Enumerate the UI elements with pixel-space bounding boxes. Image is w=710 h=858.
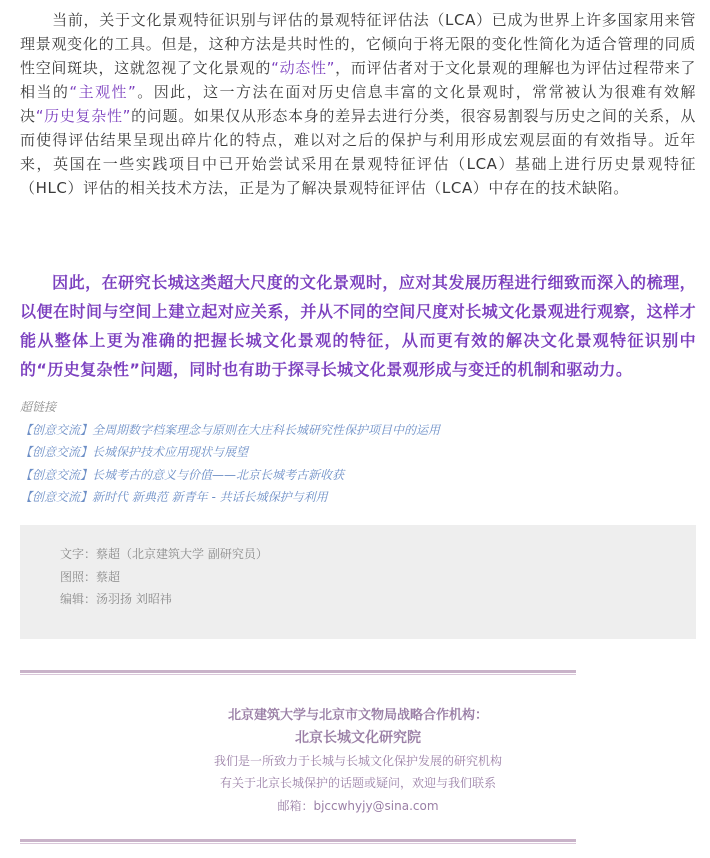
- related-link-1[interactable]: [20, 419, 696, 442]
- hyperlinks-section: [20, 396, 696, 509]
- related-link-3[interactable]: [20, 464, 696, 487]
- footer-contact-note: 有关于北京长城保护的话题或疑问，欢迎与我们联系: [219, 776, 496, 790]
- divider-bottom: [20, 839, 576, 843]
- p2-text: 因此，在研究长城这类超大尺度的文化景观时，应对其发展历程进行细致而深入的梳理，以便在时间与空间上建立起对应关系，并从不同的空间尺度对长城文化景观进行观察，这样才能从整体上更为准确的把握长城文化景观的特征，从而更有效的解决文化景观特征识别中的“历史复杂性”问题，同时也有助于探寻长城文化景观形成与变迁的机制和驱动力。: [20, 273, 696, 379]
- link-text: 长城考古的意义与价值——北京长城考古新收获: [92, 467, 345, 482]
- related-link-4[interactable]: [20, 486, 696, 509]
- link-text: 长城保护技术应用现状与展望: [92, 445, 249, 459]
- footer-institute-name: 北京长城文化研究院: [295, 730, 421, 746]
- divider-top: [20, 670, 576, 674]
- link-text: 全周期数字档案理念与原则在大庄科长城研究性保护项目中的运用: [92, 422, 441, 437]
- footer-description: 我们是一所致力于长城与长城文化保护发展的研究机构: [213, 754, 502, 768]
- highlight-historical-complexity: “历史复杂性”: [35, 107, 132, 125]
- highlight-dynamic: “动态性”: [271, 59, 336, 77]
- footer-org-line: 北京建筑大学与北京市文物局战略合作机构：: [227, 708, 488, 723]
- link-tag: 【创意交流】: [20, 445, 93, 459]
- article-paragraph-1: [20, 8, 696, 200]
- link-tag: 【创意交流】: [20, 490, 93, 504]
- highlight-subjective: “主观性”: [69, 83, 137, 101]
- footer: [20, 705, 696, 818]
- credits-box: [20, 525, 696, 639]
- credit-editors: 编辑：汤羽扬 刘昭祎: [60, 592, 172, 606]
- link-tag: 【创意交流】: [20, 467, 93, 482]
- footer-email[interactable]: 邮箱：bjccwhyjy@sina.com: [277, 799, 439, 813]
- p1-text-b: ，而评估者对于文化景观的理解也为评估过程带来了相当的: [20, 59, 696, 101]
- p1-text-c: 。因此，这一方法在面对历史信息丰富的文化景观时，常常被认为很难有效解决: [20, 83, 696, 125]
- related-link-2[interactable]: [20, 441, 696, 464]
- p1-text-d: 的问题。如果仅从形态本身的差异去进行分类，很容易割裂与历史之间的关系，从而使得评估结果呈现出碎片化的特点，难以对之后的保护与利用形成宏观层面的有效指导。近年来，英国在一些实践项目中已开始尝试采用在景观特征评估（LCA）基础上进行历史景观特征（HLC）评估的相关技术方法，正是为了解决景观特征评估（LCA）中存在的技术缺陷。: [20, 107, 696, 197]
- link-tag: 【创意交流】: [20, 422, 93, 437]
- article-paragraph-2: [20, 268, 696, 384]
- p1-text-a: 当前，关于文化景观特征识别与评估的景观特征评估法（LCA）已成为世界上许多国家用来管理景观变化的工具。但是，这种方法是共时性的，它倾向于将无限的变化性简化为适合管理的同质性空间斑块，这就忽视了文化景观的: [20, 11, 696, 77]
- hyperlinks-label: 超链接: [20, 400, 57, 414]
- credit-author: 文字：蔡超（北京建筑大学 副研究员）: [60, 547, 268, 561]
- link-text: 新时代 新典范 新青年 - 共话长城保护与利用: [92, 490, 328, 504]
- credit-images: 图照：蔡超: [60, 569, 121, 584]
